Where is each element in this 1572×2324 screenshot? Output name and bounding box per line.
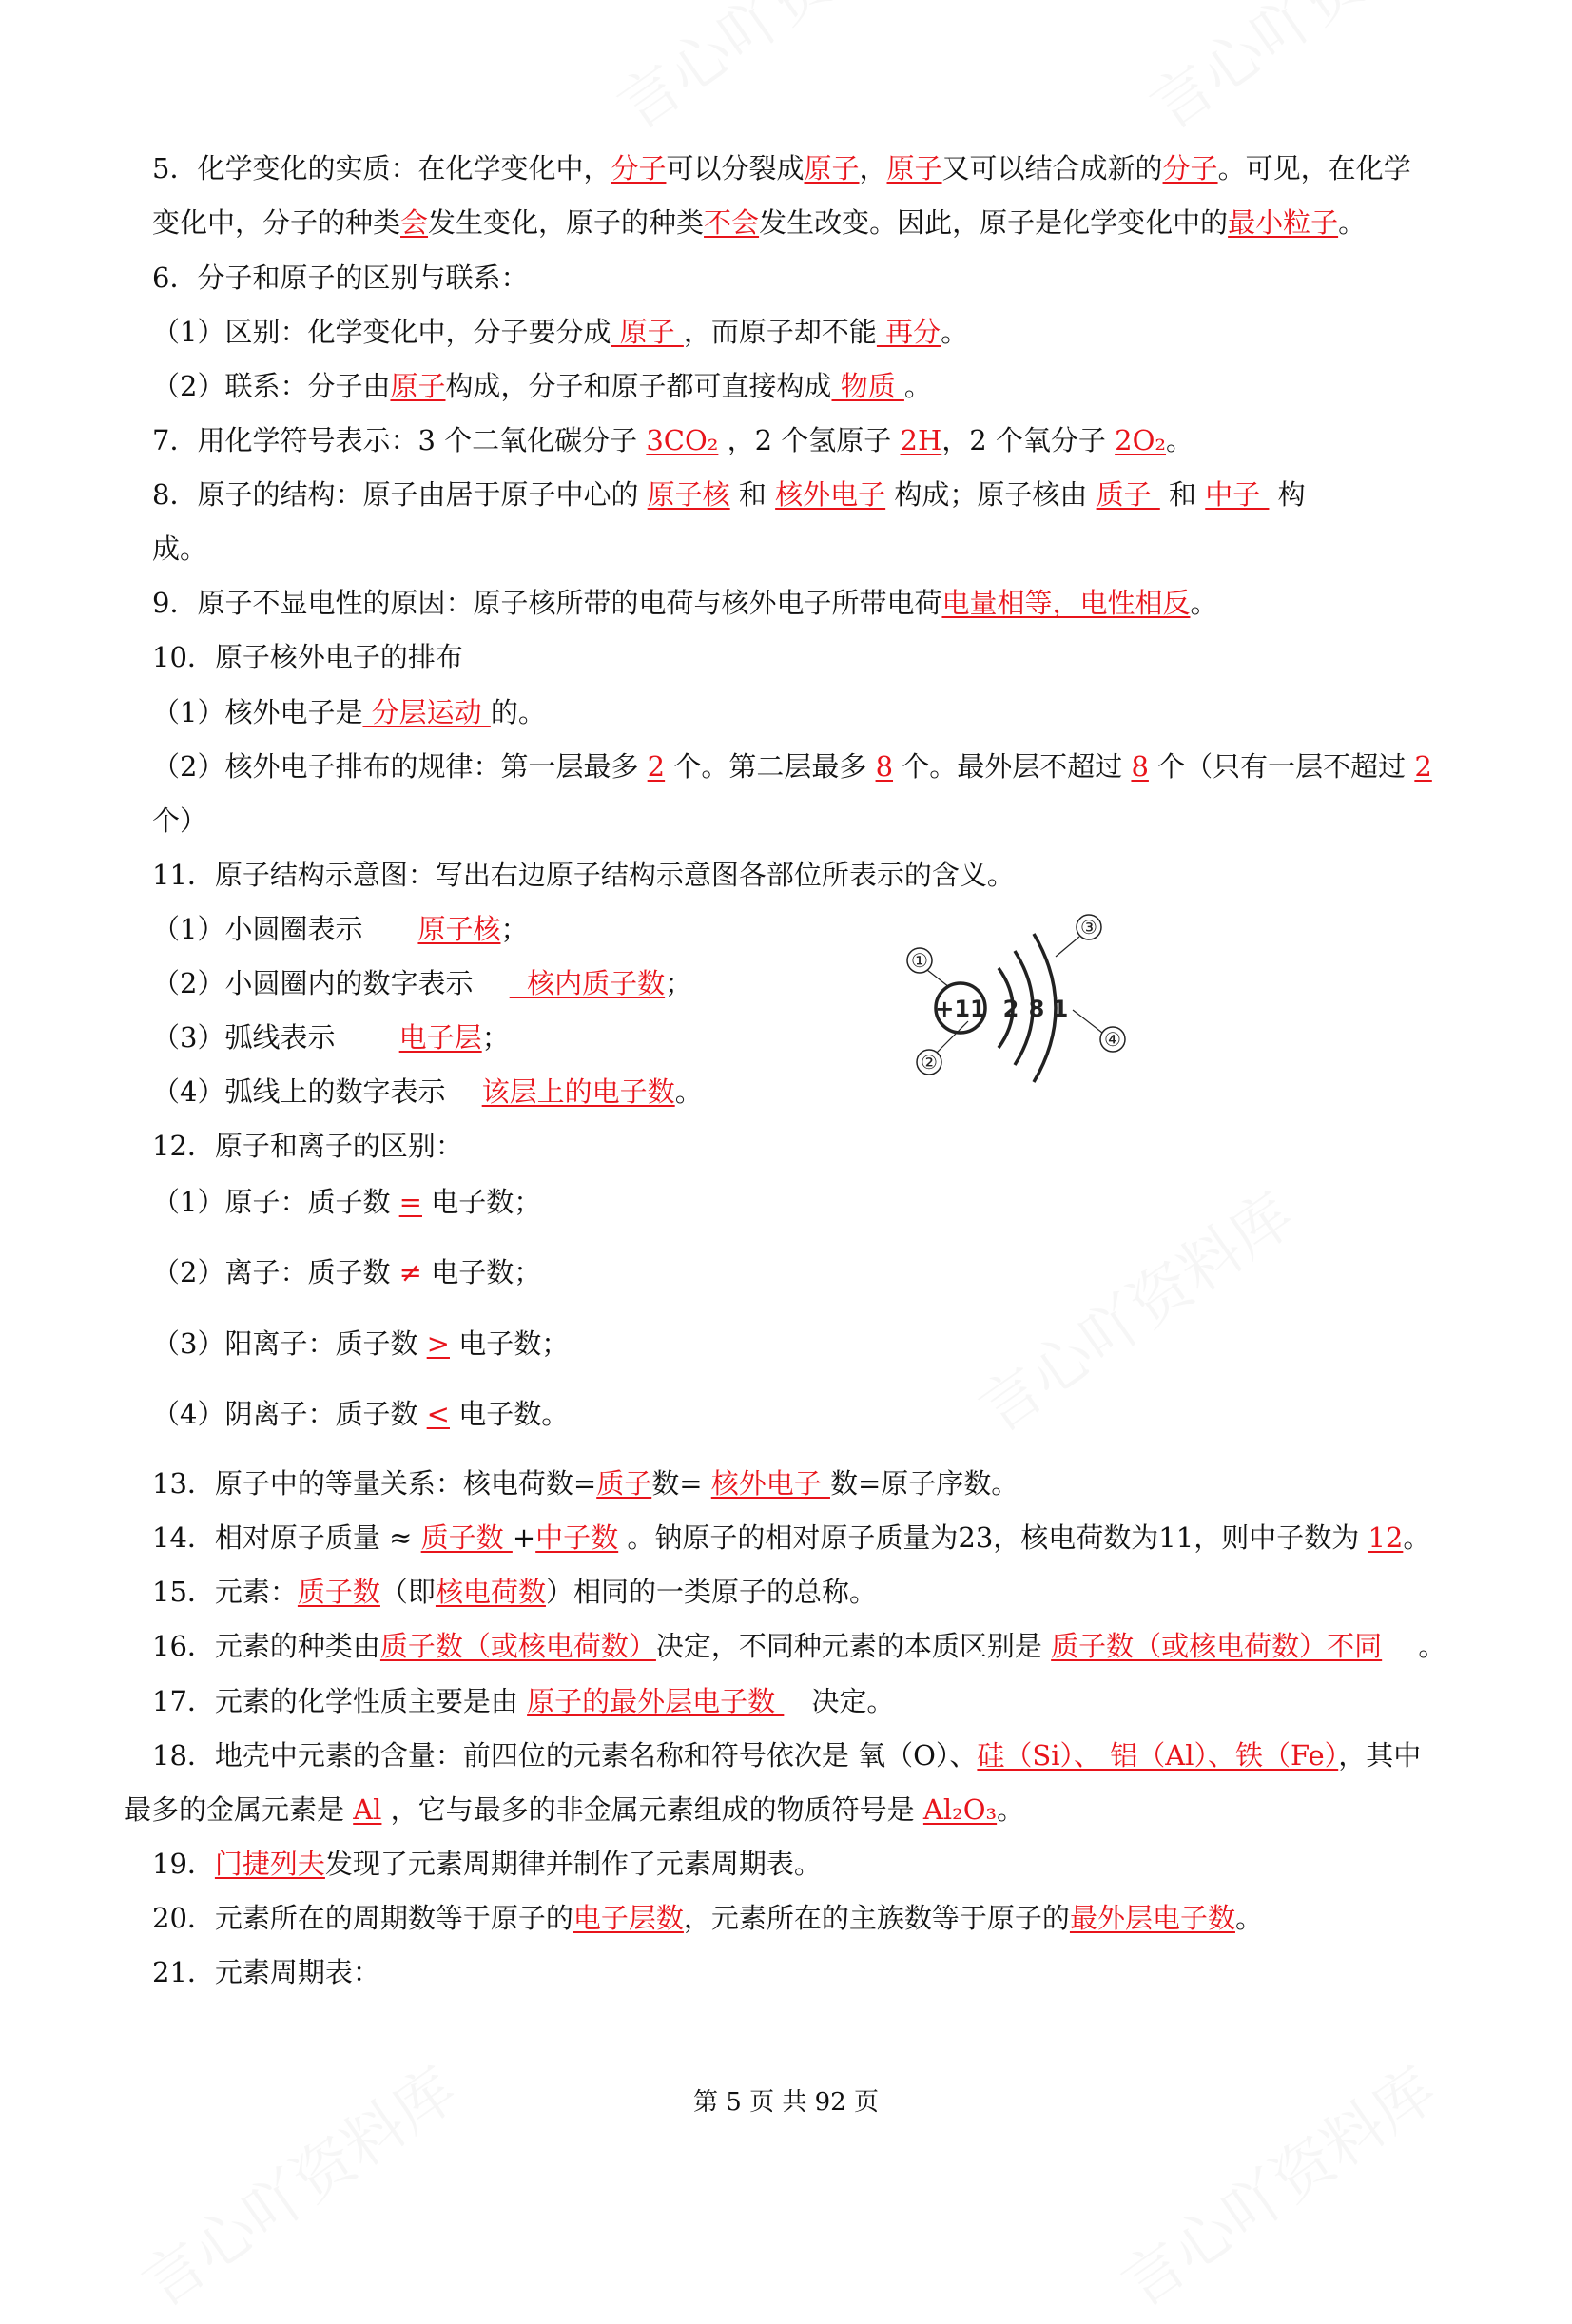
line-text: 。 — [674, 1075, 703, 1108]
line-text: 17．元素的化学性质主要是由 — [152, 1685, 528, 1717]
answer-text: 原子的最外层电子数 — [527, 1685, 785, 1717]
line-text: （3）阳离子：质子数 — [152, 1327, 427, 1360]
line-text: 。 — [903, 370, 932, 402]
line-text: 19． — [152, 1848, 215, 1880]
answer-text: 8 — [875, 750, 894, 783]
answer-text: 原子核 — [647, 478, 730, 511]
line-text: 7．用化学符号表示：3 个二氧化碳分子 — [152, 424, 647, 456]
leader-line-1 — [927, 970, 949, 987]
line-text: 。 — [997, 1793, 1025, 1826]
text-line — [152, 1325, 569, 1363]
line-text: ，其中 — [1338, 1739, 1422, 1772]
line-text: 10．原子核外电子的排布 — [152, 641, 463, 673]
line-text: 5．化学变化的实质：在化学变化中， — [152, 152, 611, 184]
line-text: 的。 — [490, 696, 546, 728]
text-line — [152, 1736, 1421, 1774]
text-line — [152, 910, 528, 948]
answer-text: 分子 — [611, 152, 667, 184]
page-number-footer: 第 5 页 共 92 页 — [693, 2088, 879, 2117]
answer-text: 质子数（或核电荷数）不同 — [1051, 1630, 1383, 1662]
line-text: 。 — [1190, 587, 1218, 619]
nucleus-charge: +11 — [935, 996, 986, 1022]
text-line — [152, 1573, 877, 1611]
watermark — [1130, 0, 1479, 146]
text-line — [152, 1183, 541, 1221]
label-4: ④ — [1104, 1028, 1121, 1051]
answer-text: 质子数（或核电荷数） — [379, 1630, 656, 1662]
shell-electrons-1: 2 — [1002, 996, 1019, 1022]
line-text: ， — [859, 152, 887, 184]
answer-text: 核外电子 — [775, 478, 886, 511]
line-text: 。 — [1234, 1902, 1263, 1934]
line-text: 个（只有一层不超过 — [1148, 750, 1415, 783]
line-text: （1）核外电子是 — [152, 696, 363, 728]
line-text: 决定，不同种元素的本质区别是 — [655, 1630, 1052, 1662]
line-text: ，而原子却不能 — [683, 316, 877, 348]
atom-structure-diagram — [884, 903, 1151, 1094]
text-line — [152, 693, 546, 731]
line-text: （1）区别：化学变化中，分子要分成 — [152, 316, 611, 348]
line-text: 发现了元素周期律并制作了元素周期表。 — [324, 1848, 822, 1880]
line-text: 数= — [651, 1467, 711, 1500]
line-text: 电子数； — [421, 1256, 542, 1288]
line-text: 11．原子结构示意图：写出右边原子结构示意图各部位所表示的含义。 — [152, 859, 1015, 891]
leader-line-4 — [1073, 1010, 1102, 1033]
answer-text: 电量相等，电性相反 — [941, 587, 1191, 619]
answer-text: 原子 — [390, 370, 446, 402]
text-line — [152, 584, 1217, 622]
answer-text: 2H — [900, 424, 942, 456]
line-text: 。 — [1382, 1630, 1446, 1662]
text-line — [152, 1127, 463, 1165]
answer-text: ≠ — [398, 1256, 422, 1288]
line-text: （2）联系：分子由 — [152, 370, 391, 402]
answer-text: 中子 — [1205, 478, 1270, 511]
answer-text: 电子层数 — [573, 1902, 684, 1934]
text-line — [152, 1018, 510, 1056]
text-line — [152, 747, 1432, 785]
text-line — [152, 1627, 1446, 1665]
text-line — [152, 475, 1306, 513]
label-2: ② — [921, 1051, 938, 1074]
line-text: 又可以结合成新的 — [941, 152, 1163, 184]
line-text: ，它与最多的非金属元素组成的物质符号是 — [381, 1793, 923, 1826]
answer-text: 该层上的电子数 — [481, 1075, 675, 1108]
line-text: ，2 个氢原子 — [718, 424, 901, 456]
answer-text: 原子 — [611, 316, 684, 348]
shell-electrons-2: 8 — [1028, 996, 1045, 1022]
line-text: 9．原子不显电性的原因：原子核所带的电荷与核外电子所带电荷 — [152, 587, 942, 619]
leader-line-3 — [1056, 937, 1079, 957]
text-line — [152, 1519, 1430, 1557]
answer-text: = — [398, 1186, 422, 1218]
line-text: 变化中，分子的种类 — [152, 206, 401, 239]
text-line — [152, 1395, 569, 1433]
line-text: ； — [500, 913, 529, 945]
line-text: （2）离子：质子数 — [152, 1256, 399, 1288]
answer-text: 2O₂ — [1115, 424, 1166, 456]
text-line — [152, 1253, 541, 1291]
line-text: 构 — [1269, 478, 1306, 511]
answer-text: < — [426, 1398, 450, 1430]
line-text: （1）小圆圈表示 — [152, 913, 418, 945]
line-text: 和 — [729, 478, 776, 511]
line-text: 。钠原子的相对原子质量为23，核电荷数为11，则中子数为 — [618, 1521, 1368, 1554]
line-text: （4）弧线上的数字表示 — [152, 1075, 482, 1108]
text-line — [152, 964, 692, 1002]
answer-text: Al₂O₃ — [922, 1793, 998, 1826]
line-text: 21．元素周期表： — [152, 1956, 380, 1988]
label-3: ③ — [1080, 916, 1097, 939]
line-text: 构成；原子核由 — [885, 478, 1097, 511]
answer-text: 8 — [1131, 750, 1149, 783]
line-text: ； — [665, 967, 693, 999]
line-text: 13．原子中的等量关系：核电荷数= — [152, 1467, 597, 1500]
line-text: ； — [481, 1021, 510, 1054]
line-text: 。 — [941, 316, 969, 348]
answer-text: 核电荷数 — [435, 1576, 546, 1608]
line-text: （1）原子：质子数 — [152, 1186, 399, 1218]
line-text: 6．分子和原子的区别与联系： — [152, 261, 529, 294]
text-line — [152, 802, 207, 840]
line-text: 。 — [1166, 424, 1194, 456]
line-text: 和 — [1159, 478, 1206, 511]
text-line — [152, 856, 1015, 894]
text-line — [152, 367, 932, 405]
line-text: 可以分裂成 — [666, 152, 805, 184]
line-text: （3）弧线表示 — [152, 1021, 399, 1054]
answer-text: 原子 — [804, 152, 860, 184]
line-text: 14．相对原子质量 ≈ — [152, 1521, 421, 1554]
watermark — [597, 0, 946, 146]
answer-text: 物质 — [831, 370, 904, 402]
answer-text: 原子核 — [417, 913, 501, 945]
line-text: （2）核外电子排布的规律：第一层最多 — [152, 750, 648, 783]
answer-text: 分子 — [1162, 152, 1218, 184]
line-text: 个。第二层最多 — [665, 750, 876, 783]
line-text: （即 — [379, 1576, 436, 1608]
text-line — [152, 638, 463, 676]
answer-text: 中子数 — [535, 1521, 619, 1554]
line-text: 8．原子的结构：原子由居于原子中心的 — [152, 478, 648, 511]
text-line — [152, 530, 207, 568]
line-text: 15．元素： — [152, 1576, 298, 1608]
line-text: ，2 个氧分子 — [941, 424, 1116, 456]
text-line — [152, 421, 1194, 459]
answer-text: 质子 — [1096, 478, 1160, 511]
watermark — [959, 1168, 1308, 1449]
line-text: 。 — [1403, 1521, 1431, 1554]
answer-text: 再分 — [876, 316, 941, 348]
answer-text: 12 — [1368, 1521, 1404, 1554]
answer-text: 最小粒子 — [1228, 206, 1339, 239]
answer-text: 2 — [1414, 750, 1432, 783]
line-text: 构成，分子和原子都可直接构成 — [445, 370, 832, 402]
shell-electrons-3: 1 — [1052, 996, 1069, 1022]
line-text: 。可见，在化学 — [1217, 152, 1411, 184]
text-line — [152, 203, 1366, 242]
answer-text: 会 — [400, 206, 429, 239]
answer-text: 质子数 — [297, 1576, 380, 1608]
line-text: 个） — [152, 804, 208, 837]
text-line — [152, 1073, 703, 1111]
line-text: ，元素所在的主族数等于原子的 — [683, 1902, 1070, 1934]
line-text: 20．元素所在的周期数等于原子的 — [152, 1902, 573, 1934]
answer-text: 电子层 — [398, 1021, 482, 1054]
text-line — [152, 259, 528, 297]
line-text: 18．地壳中元素的含量：前四位的元素名称和符号依次是 氧（O）、 — [152, 1739, 978, 1772]
answer-text: Al — [353, 1793, 382, 1826]
answer-text: 分层运动 — [362, 696, 491, 728]
answer-text: 核外电子 — [710, 1467, 830, 1500]
line-text: ）相同的一类原子的总称。 — [545, 1576, 877, 1608]
answer-text: 质子 — [596, 1467, 652, 1500]
line-text: 最多的金属元素是 — [124, 1793, 354, 1826]
text-line — [152, 1682, 894, 1720]
line-text: 电子数； — [449, 1327, 570, 1360]
answer-text: 硅（Si）、 铝（Al）、铁（Fe） — [977, 1739, 1339, 1772]
line-text: 电子数； — [421, 1186, 542, 1218]
line-text: 16．元素的种类由 — [152, 1630, 380, 1662]
line-text: 12．原子和离子的区别： — [152, 1130, 463, 1162]
label-1: ① — [911, 949, 928, 972]
line-text: 数=原子序数。 — [829, 1467, 1019, 1500]
text-line — [152, 313, 968, 351]
line-text: 个。最外层不超过 — [893, 750, 1132, 783]
answer-text: 门捷列夫 — [214, 1848, 325, 1880]
answer-text: 原子 — [886, 152, 942, 184]
text-line — [152, 1464, 1019, 1502]
answer-text: 2 — [647, 750, 666, 783]
line-text: 决定。 — [784, 1685, 895, 1717]
answer-text: 不会 — [704, 206, 760, 239]
answer-text: 质子数 — [420, 1521, 513, 1554]
text-line — [152, 149, 1411, 187]
text-line — [152, 1953, 380, 1991]
text-line — [152, 1845, 822, 1883]
line-text: （4）阴离子：质子数 — [152, 1398, 427, 1430]
line-text: + — [512, 1521, 536, 1554]
text-line — [124, 1791, 1024, 1829]
line-text: （2）小圆圈内的数字表示 — [152, 967, 510, 999]
answer-text: 核内质子数 — [509, 967, 666, 999]
line-text: 。 — [1338, 206, 1367, 239]
answer-text: > — [426, 1327, 450, 1360]
answer-text: 最外层电子数 — [1069, 1902, 1235, 1934]
line-text: 发生改变。因此，原子是化学变化中的 — [759, 206, 1229, 239]
text-line — [152, 1899, 1263, 1937]
line-text: 电子数。 — [449, 1398, 570, 1430]
line-text: 发生变化，原子的种类 — [428, 206, 705, 239]
answer-text: 3CO₂ — [646, 424, 719, 456]
line-text: 成。 — [152, 533, 208, 565]
